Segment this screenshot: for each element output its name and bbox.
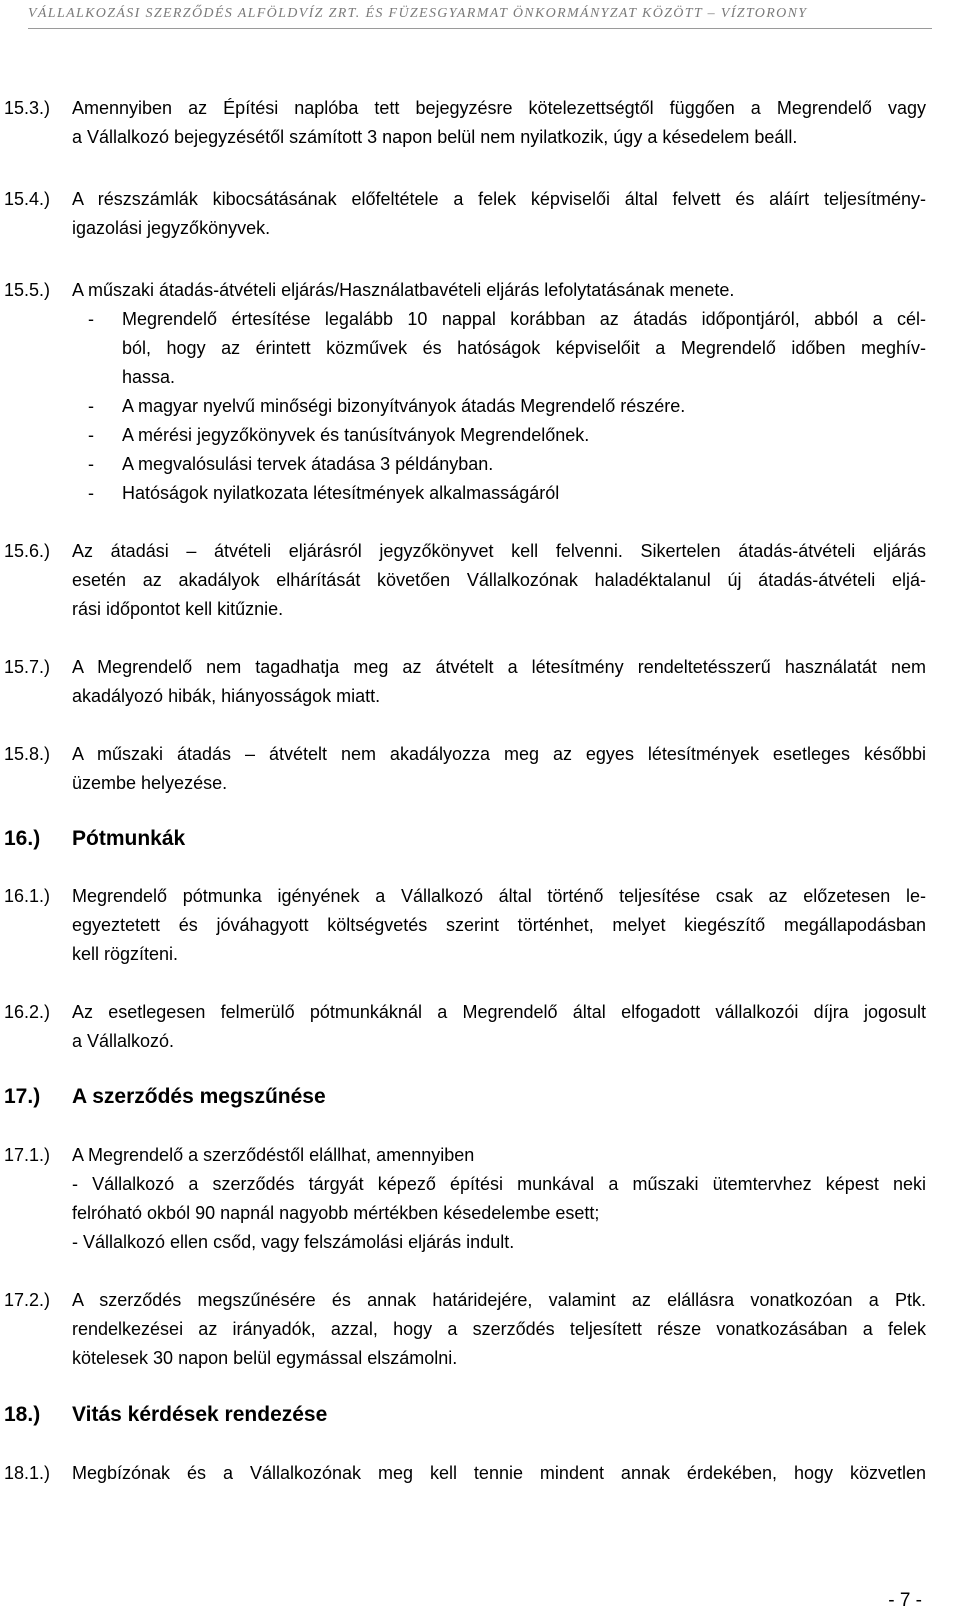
paragraph-number: 17.2.) [4,1290,51,1310]
paragraph-number: 16.1.) [4,886,51,906]
section-number: 16.) [4,827,41,850]
page-number: - 7 - [888,1590,922,1611]
paragraph-line: A műszaki átadás-átvételi eljárás/Használatbavételi eljárás lefolytatásának menete. [72,280,735,300]
paragraph-line: kell rögzíteni. [72,944,179,964]
bullet-line: A megvalósulási tervek átadása 3 példányban. [122,454,494,474]
paragraph-line: A Megrendelő nem tagadhatja meg az átvételt a létesítmény rendeltetésszerű használatát nem [72,657,926,677]
bullet-line: hassa. [122,367,176,387]
paragraph-number: 16.2.) [4,1002,51,1022]
paragraph-number: 15.7.) [4,657,51,677]
paragraph-line: - Vállalkozó ellen csőd, vagy felszámolási eljárás indult. [72,1232,515,1252]
paragraph-line: kötelesek 30 napon belül egymással elszámolni. [72,1348,458,1368]
bullet-dash: - [88,309,94,329]
paragraph-line: A műszaki átadás – átvételt nem akadályozza meg az egyes létesítmények esetleges későbbi [72,744,926,764]
paragraph-number: 15.6.) [4,541,51,561]
section-number: 17.) [4,1085,41,1108]
paragraph-line: rási időpontot kell kitűznie. [72,599,284,619]
bullet-dash: - [88,425,94,445]
running-header [0,0,960,32]
bullet-dash: - [88,454,94,474]
paragraph-line: rendelkezései az irányadók, azzal, hogy a szerződés teljesített része vonatkozásában a felek [72,1319,926,1339]
paragraph-line: Amennyiben az Építési naplóba tett bejegyzésre kötelezettségtől függően a Megrendelő vagy [72,98,926,118]
bullet-line: A mérési jegyzőkönyvek és tanúsítványok Megrendelőnek. [122,425,590,445]
section-title: Pótmunkák [72,827,186,850]
section-number: 18.) [4,1403,41,1426]
paragraph-number: 17.1.) [4,1145,51,1165]
paragraph-number: 18.1.) [4,1463,51,1483]
paragraph-number: 15.5.) [4,280,51,300]
paragraph-line: A részszámlák kibocsátásának előfeltétele a felek képviselői által felvett és aláírt teljesítmény- [72,189,926,209]
paragraph-line: Megbízónak és a Vállalkozónak meg kell tennie mindent annak érdekében, hogy közvetlen [72,1463,926,1483]
bullet-line: Megrendelő értesítése legalább 10 nappal korábban az átadás időpontjáról, abból a cél- [122,309,926,329]
paragraph-line: akadályozó hibák, hiányosságok miatt. [72,686,381,706]
section-title: Vitás kérdések rendezése [72,1403,328,1426]
paragraph-line: Az átadási – átvételi eljárásról jegyzőkönyvet kell felvenni. Sikertelen átadás-átvételi eljárás [72,541,926,561]
paragraph-line: A szerződés megszűnésére és annak határidejére, valamint az elállásra vonatkozóan a Ptk. [72,1290,926,1310]
paragraph-line: - Vállalkozó a szerződés tárgyát képező építési munkával a műszaki ütemtervhez képest neki [72,1174,926,1194]
paragraph-line: felróható okból 90 napnál nagyobb mértékben késedelembe esett; [72,1203,600,1223]
paragraph-number: 15.3.) [4,98,51,118]
paragraph-line: Az esetlegesen felmerülő pótmunkáknál a Megrendelő által elfogadott vállalkozói díjra jogosult [72,1002,926,1022]
bullet-line: Hatóságok nyilatkozata létesítmények alkalmasságáról [122,483,560,503]
paragraph-line: üzembe helyezése. [72,773,228,793]
paragraph-line: a Vállalkozó bejegyzésétől számított 3 napon belül nem nyilatkozik, úgy a késedelem beáll. [72,127,798,147]
section-title: A szerződés megszűnése [72,1085,326,1108]
header-divider [28,28,932,29]
bullet-dash: - [88,396,94,416]
paragraph-line: Megrendelő pótmunka igényének a Vállalkozó által történő teljesítése csak az előzetesen le- [72,886,926,906]
paragraph-line: egyeztetett és jóváhagyott költségvetés szerint történhet, melyet kiegészítő megállapodásban [72,915,926,935]
header-title: VÁLLALKOZÁSI SZERZŐDÉS ALFÖLDVÍZ ZRT. ÉS FÜZESGYARMAT ÖNKORMÁNYZAT KÖZÖTT – VÍZTORONY [28,6,808,21]
bullet-line: A magyar nyelvű minőségi bizonyítványok átadás Megrendelő részére. [122,396,686,416]
paragraph-number: 15.8.) [4,744,51,764]
paragraph-line: esetén az akadályok elhárítását követően Vállalkozónak haladéktalanul új átadás-átvételi eljá- [72,570,926,590]
paragraph-number: 15.4.) [4,189,51,209]
bullet-line: ból, hogy az érintett közművek és hatóságok képviselőit a Megrendelő időben meghív- [122,338,926,358]
paragraph-line: igazolási jegyzőkönyvek. [72,218,271,238]
paragraph-line: a Vállalkozó. [72,1031,175,1051]
paragraph-line: A Megrendelő a szerződéstől elállhat, amennyiben [72,1145,475,1165]
bullet-dash: - [88,483,94,503]
